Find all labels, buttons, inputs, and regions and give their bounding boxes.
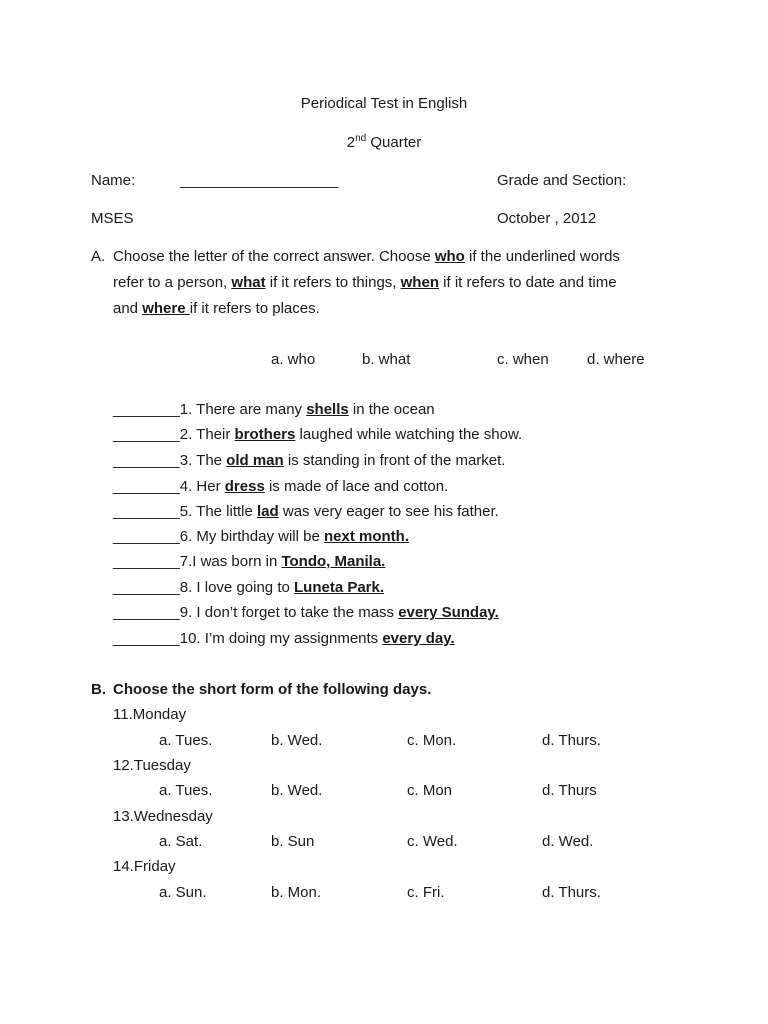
underlined-word: lad — [257, 503, 279, 520]
item-text: 4. Her — [179, 478, 225, 495]
instr-text: Choose the letter of the correct answer. Choose — [113, 248, 435, 265]
option-b: b. Wed. — [271, 732, 323, 749]
item-text: 8. I love going to — [179, 579, 294, 596]
list-item — [113, 630, 455, 647]
instr-keyword-what: what — [231, 274, 266, 291]
item-text: in the ocean — [348, 401, 435, 418]
underlined-word: Luneta Park. — [294, 579, 385, 596]
name-blank: ___________________ — [180, 172, 339, 189]
option-d: d. Thurs. — [542, 732, 601, 749]
option-b: b. Sun — [271, 833, 315, 850]
answer-blank: ________ — [113, 553, 180, 570]
instr-text: refer to a person, — [113, 274, 232, 291]
test-title: Periodical Test in English — [300, 95, 468, 112]
school-name: MSES — [91, 210, 134, 227]
option-c: c. Mon. — [407, 732, 457, 749]
instr-keyword-when: when — [400, 274, 439, 291]
item-text: 7.I was born in — [179, 553, 282, 570]
part-a-instruction-line-3 — [113, 300, 320, 317]
part-b-instruction: Choose the short form of the following days. — [113, 681, 432, 698]
option-a: a. Tues. — [159, 782, 213, 799]
list-item — [113, 452, 505, 469]
underlined-word: brothers — [234, 426, 296, 443]
choice-where: d. where — [587, 351, 645, 368]
question-stem — [113, 757, 191, 774]
answer-blank: ________ — [113, 401, 180, 418]
list-item — [113, 528, 409, 545]
item-text: was very eager to see his father. — [278, 503, 499, 520]
list-item — [113, 478, 448, 495]
question-stem — [113, 808, 213, 825]
question-number: 14. — [113, 858, 134, 875]
option-c: c. Wed. — [407, 833, 458, 850]
item-text: is made of lace and cotton. — [264, 478, 449, 495]
choice-what: b. what — [362, 351, 411, 368]
instr-text: if it refers to things, — [265, 274, 401, 291]
item-text: 5. The little — [179, 503, 258, 520]
underlined-word: Tondo, Manila. — [281, 553, 386, 570]
answer-blank: ________ — [113, 426, 180, 443]
quarter-line — [0, 133, 768, 151]
item-text: 2. Their — [179, 426, 235, 443]
answer-blank: ________ — [113, 503, 180, 520]
list-item — [113, 579, 384, 596]
option-d: d. Thurs — [542, 782, 597, 799]
option-a: a. Tues. — [159, 732, 213, 749]
list-item — [113, 553, 385, 570]
quarter-suffix: nd — [355, 133, 367, 144]
instr-keyword-where: where — [142, 300, 190, 317]
answer-blank: ________ — [113, 452, 180, 469]
question-day: Monday — [132, 706, 187, 723]
option-a: a. Sun. — [159, 884, 207, 901]
underlined-word: every Sunday. — [398, 604, 499, 621]
item-text: laughed while watching the show. — [295, 426, 523, 443]
answer-blank: ________ — [113, 630, 180, 647]
instr-text: if it refers to date and time — [438, 274, 617, 291]
list-item — [113, 401, 435, 418]
option-b: b. Mon. — [271, 884, 322, 901]
option-c: c. Mon — [407, 782, 453, 799]
instr-keyword-who: who — [434, 248, 465, 265]
item-text: 3. The — [179, 452, 227, 469]
answer-blank: ________ — [113, 579, 180, 596]
question-stem — [113, 858, 176, 875]
item-text: 1. There are many — [179, 401, 307, 418]
question-day: Friday — [133, 858, 176, 875]
question-day: Wednesday — [133, 808, 213, 825]
list-item — [113, 426, 522, 443]
part-a-instruction-line-2 — [113, 274, 617, 291]
instr-text: if the underlined words — [464, 248, 620, 265]
underlined-word: shells — [306, 401, 349, 418]
underlined-word: dress — [224, 478, 265, 495]
option-d: d. Thurs. — [542, 884, 601, 901]
part-a-letter: A. — [91, 248, 106, 265]
underlined-word: next month. — [323, 528, 409, 545]
item-text: is standing in front of the market. — [283, 452, 506, 469]
test-date: October , 2012 — [497, 210, 597, 227]
quarter-number: 2 — [346, 134, 356, 151]
list-item — [113, 503, 499, 520]
item-text: 10. I’m doing my assignments — [179, 630, 383, 647]
list-item — [113, 604, 499, 621]
answer-blank: ________ — [113, 528, 180, 545]
answer-blank: ________ — [113, 604, 180, 621]
instr-text: if it refers to places. — [189, 300, 320, 317]
quarter-word: Quarter — [366, 134, 422, 151]
question-day: Tuesday — [133, 757, 191, 774]
part-b-letter: B. — [91, 681, 106, 698]
answer-blank: ________ — [113, 478, 180, 495]
question-stem — [113, 706, 186, 723]
grade-section-label: Grade and Section: — [497, 172, 627, 189]
option-a: a. Sat. — [159, 833, 203, 850]
instr-text: and — [113, 300, 143, 317]
underlined-word: old man — [226, 452, 284, 469]
underlined-word: every day. — [382, 630, 455, 647]
item-text: 9. I don’t forget to take the mass — [179, 604, 399, 621]
question-number: 13. — [113, 808, 134, 825]
option-d: d. Wed. — [542, 833, 594, 850]
question-number: 12. — [113, 757, 134, 774]
question-number: 11. — [113, 706, 133, 723]
choice-when: c. when — [497, 351, 549, 368]
item-text: 6. My birthday will be — [179, 528, 324, 545]
option-c: c. Fri. — [407, 884, 445, 901]
name-label: Name: — [91, 172, 136, 189]
choice-who: a. who — [271, 351, 316, 368]
part-a-instruction-line-1 — [113, 248, 620, 265]
option-b: b. Wed. — [271, 782, 323, 799]
